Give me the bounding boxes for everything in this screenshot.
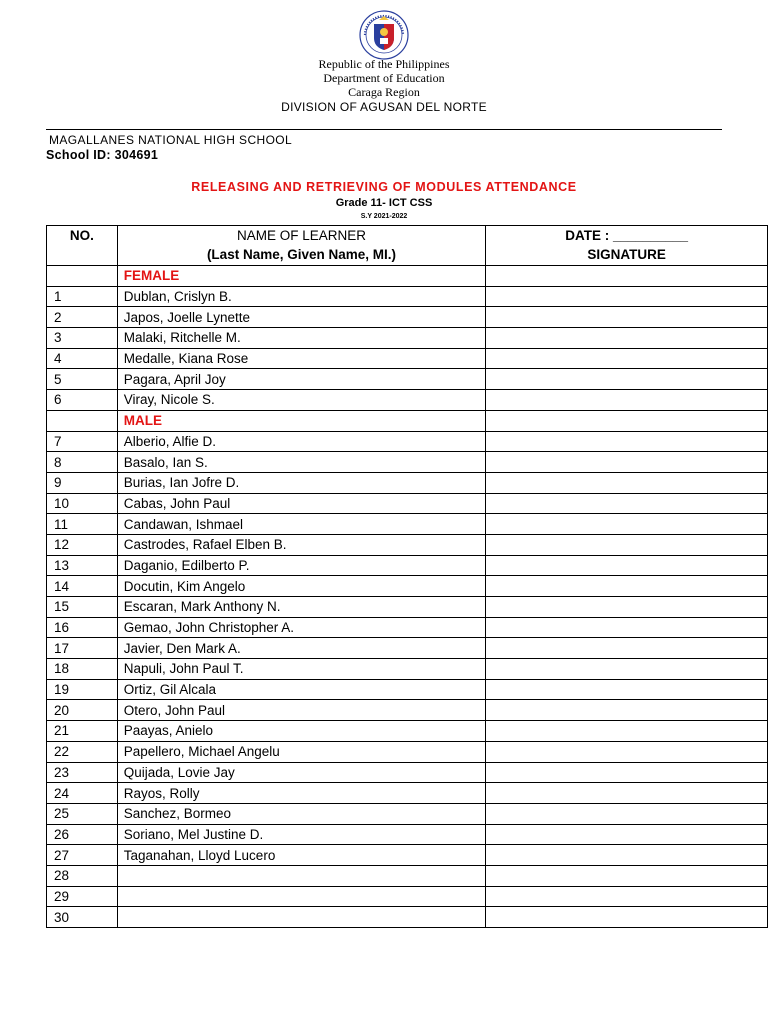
learner-row <box>47 845 768 866</box>
signature-cell <box>486 659 768 680</box>
learner-row <box>47 721 768 742</box>
row-number: 24 <box>47 783 118 804</box>
learner-row <box>47 741 768 762</box>
signature-cell <box>486 597 768 618</box>
section-row <box>47 410 768 431</box>
school-name: MAGALLANES NATIONAL HIGH SCHOOL <box>49 133 293 147</box>
signature-cell <box>486 493 768 514</box>
document-title: RELEASING AND RETRIEVING OF MODULES ATTENDANCE <box>191 180 577 194</box>
signature-cell <box>486 390 768 411</box>
signature-cell <box>486 865 768 886</box>
signature-cell <box>486 534 768 555</box>
row-number: 4 <box>47 348 118 369</box>
row-number: 14 <box>47 576 118 597</box>
row-number: 16 <box>47 617 118 638</box>
grade-label: Grade 11- ICT CSS <box>335 197 433 209</box>
attendance-rows <box>47 266 768 928</box>
row-number <box>47 266 118 287</box>
signature-cell <box>486 328 768 349</box>
row-number: 5 <box>47 369 118 390</box>
learner-name: Daganio, Edilberto P. <box>117 555 486 576</box>
signature-cell <box>486 617 768 638</box>
learner-name: Candawan, Ishmael <box>117 514 486 535</box>
signature-cell <box>486 638 768 659</box>
learner-row <box>47 555 768 576</box>
row-number: 9 <box>47 472 118 493</box>
learner-name: Quijada, Lovie Jay <box>117 762 486 783</box>
row-number: 17 <box>47 638 118 659</box>
learner-row <box>47 514 768 535</box>
learner-row <box>47 286 768 307</box>
signature-cell <box>486 762 768 783</box>
row-number: 18 <box>47 659 118 680</box>
signature-cell <box>486 783 768 804</box>
signature-cell <box>486 452 768 473</box>
learner-name: Burias, Ian Jofre D. <box>117 472 486 493</box>
learner-name: Napuli, John Paul T. <box>117 659 486 680</box>
signature-cell <box>486 700 768 721</box>
learner-row <box>47 617 768 638</box>
header-name: NAME OF LEARNER (Last Name, Given Name, MI.) <box>117 226 486 266</box>
learner-name: Javier, Den Mark A. <box>117 638 486 659</box>
learner-row <box>47 638 768 659</box>
learner-name: Escaran, Mark Anthony N. <box>117 597 486 618</box>
row-number: 6 <box>47 390 118 411</box>
division-line: DIVISION OF AGUSAN DEL NORTE <box>281 100 487 114</box>
school-year: S.Y 2021-2022 <box>360 213 408 220</box>
learner-row <box>47 907 768 928</box>
row-number: 10 <box>47 493 118 514</box>
learner-name: Papellero, Michael Angelu <box>117 741 486 762</box>
row-number: 7 <box>47 431 118 452</box>
row-number: 13 <box>47 555 118 576</box>
row-number: 26 <box>47 824 118 845</box>
learner-name: Castrodes, Rafael Elben B. <box>117 534 486 555</box>
signature-cell <box>486 576 768 597</box>
row-number: 19 <box>47 679 118 700</box>
row-number: 8 <box>47 452 118 473</box>
learner-row <box>47 534 768 555</box>
learner-name: Ortiz, Gil Alcala <box>117 679 486 700</box>
learner-row <box>47 659 768 680</box>
signature-cell <box>486 679 768 700</box>
learner-row <box>47 824 768 845</box>
row-number: 2 <box>47 307 118 328</box>
learner-row <box>47 493 768 514</box>
signature-cell <box>486 369 768 390</box>
learner-name: Taganahan, Lloyd Lucero <box>117 845 486 866</box>
signature-cell <box>486 431 768 452</box>
signature-cell <box>486 907 768 928</box>
learner-row <box>47 886 768 907</box>
signature-cell <box>486 741 768 762</box>
row-number: 29 <box>47 886 118 907</box>
signature-cell <box>486 514 768 535</box>
learner-name: Japos, Joelle Lynette <box>117 307 486 328</box>
school-id: School ID: 304691 <box>46 148 159 162</box>
row-number: 1 <box>47 286 118 307</box>
section-label: FEMALE <box>117 266 486 287</box>
learner-name: Basalo, Ian S. <box>117 452 486 473</box>
learner-name <box>117 886 486 907</box>
row-number: 12 <box>47 534 118 555</box>
learner-row <box>47 328 768 349</box>
signature-cell <box>486 803 768 824</box>
learner-name: Sanchez, Bormeo <box>117 803 486 824</box>
learner-name: Malaki, Ritchelle M. <box>117 328 486 349</box>
learner-row <box>47 762 768 783</box>
signature-cell <box>486 845 768 866</box>
learner-name: Docutin, Kim Angelo <box>117 576 486 597</box>
learner-row <box>47 472 768 493</box>
learner-row <box>47 307 768 328</box>
learner-name: Cabas, John Paul <box>117 493 486 514</box>
row-number: 15 <box>47 597 118 618</box>
signature-cell <box>486 824 768 845</box>
learner-name: Alberio, Alfie D. <box>117 431 486 452</box>
row-number: 11 <box>47 514 118 535</box>
learner-name: Viray, Nicole S. <box>117 390 486 411</box>
row-number: 28 <box>47 865 118 886</box>
signature-cell <box>486 410 768 431</box>
signature-cell <box>486 886 768 907</box>
learner-name: Paayas, Anielo <box>117 721 486 742</box>
learner-row <box>47 700 768 721</box>
learner-name: Pagara, April Joy <box>117 369 486 390</box>
learner-row <box>47 865 768 886</box>
attendance-table <box>46 225 768 928</box>
learner-name: Soriano, Mel Justine D. <box>117 824 486 845</box>
learner-row <box>47 679 768 700</box>
learner-name: Medalle, Kiana Rose <box>117 348 486 369</box>
signature-cell <box>486 286 768 307</box>
department-line: Department of Education <box>323 71 445 85</box>
signature-cell <box>486 555 768 576</box>
learner-row <box>47 452 768 473</box>
republic-line: Republic of the Philippines <box>318 57 450 71</box>
header-date-signature: DATE : __________ SIGNATURE <box>486 226 768 266</box>
signature-cell <box>486 721 768 742</box>
learner-name: Dublan, Crislyn B. <box>117 286 486 307</box>
row-number: 25 <box>47 803 118 824</box>
row-number: 22 <box>47 741 118 762</box>
row-number: 30 <box>47 907 118 928</box>
learner-row <box>47 369 768 390</box>
header-no: NO. <box>47 226 118 266</box>
row-number: 21 <box>47 721 118 742</box>
signature-cell <box>486 266 768 287</box>
learner-row <box>47 597 768 618</box>
signature-cell <box>486 472 768 493</box>
learner-row <box>47 783 768 804</box>
learner-row <box>47 390 768 411</box>
row-number: 3 <box>47 328 118 349</box>
row-number <box>47 410 118 431</box>
signature-cell <box>486 348 768 369</box>
row-number: 20 <box>47 700 118 721</box>
learner-row <box>47 576 768 597</box>
section-label: MALE <box>117 410 486 431</box>
signature-cell <box>486 307 768 328</box>
section-row <box>47 266 768 287</box>
learner-row <box>47 348 768 369</box>
learner-name: Rayos, Rolly <box>117 783 486 804</box>
learner-row <box>47 431 768 452</box>
row-number: 27 <box>47 845 118 866</box>
deped-seal-logo <box>359 10 409 60</box>
row-number: 23 <box>47 762 118 783</box>
learner-name <box>117 865 486 886</box>
learner-row <box>47 803 768 824</box>
header-divider <box>46 129 722 130</box>
learner-name <box>117 907 486 928</box>
learner-name: Gemao, John Christopher A. <box>117 617 486 638</box>
region-line: Caraga Region <box>348 85 420 99</box>
learner-name: Otero, John Paul <box>117 700 486 721</box>
